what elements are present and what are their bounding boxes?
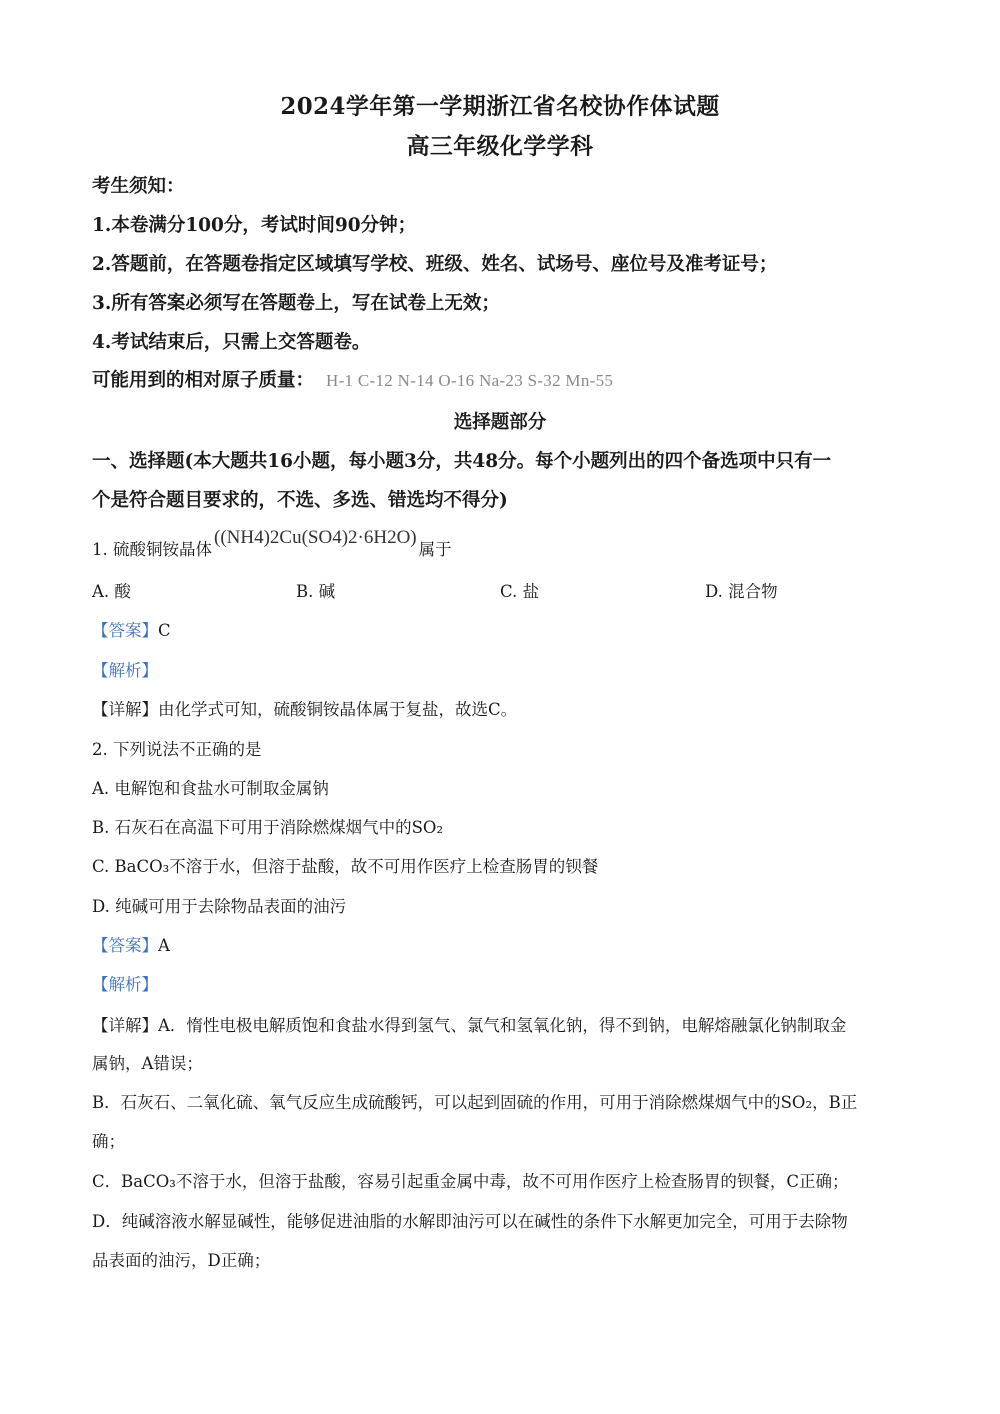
q1-detail-tag: 【详解】: [92, 700, 158, 719]
q2-detail-a-line2: 属钠，A错误；: [92, 1054, 203, 1073]
q1-option-b: B. 碱: [296, 582, 336, 601]
exam-subtitle: 高三年级化学学科: [406, 134, 594, 160]
q1-detail: [92, 696, 517, 720]
section-instructions-1: 一、选择题(本大题共16小题，每小题3分，共48分。每个小题列出的四个备选项中只有一: [92, 451, 832, 472]
q2-answer-value: A: [158, 936, 170, 955]
q1-option-a: A. 酸: [92, 582, 131, 601]
q1-option-d: D. 混合物: [705, 582, 778, 601]
q1-analysis-tag: 【解析】: [92, 661, 158, 680]
notice-item-4: 4.考试结束后，只需上交答题卷。: [92, 332, 371, 353]
q2-option-c: C. BaCO₃不溶于水，但溶于盐酸，故不可用作医疗上检查肠胃的钡餐: [92, 857, 599, 876]
q1-answer-value: C: [158, 621, 171, 640]
q2-detail-b-line2: 确；: [92, 1132, 125, 1151]
q1-stem-prefix: 1. 硫酸铜铵晶体: [92, 540, 212, 559]
q2-detail-a-text: A．惰性电极电解质饱和食盐水得到氢气、氯气和氢氧化钠，得不到钠，电解熔融氯化钠制取金: [158, 1016, 847, 1035]
atomic-mass-label: 可能用到的相对原子质量：: [92, 370, 315, 391]
q2-detail-a-line1: [92, 1012, 846, 1036]
q2-option-a: A. 电解饱和食盐水可制取金属钠: [92, 779, 329, 798]
q2-stem: 2. 下列说法不正确的是: [92, 740, 262, 759]
q2-answer: [92, 932, 170, 956]
q2-detail-c: C．BaCO₃不溶于水，但溶于盐酸，容易引起重金属中毒，故不可用作医疗上检查肠胃的钡餐，C正确；: [92, 1172, 849, 1191]
q2-detail-d-line1: D．纯碱溶液水解显碱性，能够促进油脂的水解即油污可以在碱性的条件下水解更加完全，可用于去除物: [92, 1212, 848, 1231]
notice-item-3: 3.所有答案必须写在答题卷上，写在试卷上无效；: [92, 293, 500, 314]
q1-option-c: C. 盐: [500, 582, 540, 601]
section-instructions-2: 个是符合题目要求的，不选、多选、错选均不得分): [92, 490, 508, 511]
exam-title: 2024学年第一学期浙江省名校协作体试题: [280, 94, 720, 120]
q1-formula: ((NH4)2Cu(SO4)2·6H2O): [214, 527, 417, 548]
q2-option-b: B. 石灰石在高温下可用于消除燃煤烟气中的SO₂: [92, 818, 444, 837]
notice-item-2: 2.答题前，在答题卷指定区域填写学校、班级、姓名、试场号、座位号及准考证号；: [92, 254, 778, 275]
q1-detail-text: 由化学式可知，硫酸铜铵晶体属于复盐，故选C。: [158, 700, 518, 719]
q2-option-d: D. 纯碱可用于去除物品表面的油污: [92, 897, 347, 916]
notice-heading: 考生须知：: [92, 176, 185, 197]
q2-detail-d-line2: 品表面的油污，D正确；: [92, 1251, 271, 1270]
q1-answer-tag: 【答案】: [92, 621, 158, 640]
atomic-mass-line: [92, 366, 613, 392]
q2-detail-tag: 【详解】: [92, 1016, 158, 1035]
notice-item-1: 1.本卷满分100分，考试时间90分钟；: [92, 215, 417, 236]
atomic-mass-values: H-1 C-12 N-14 O-16 Na-23 S-32 Mn-55: [326, 371, 614, 390]
q2-analysis-tag: 【解析】: [92, 975, 158, 994]
q1-stem-suffix: 属于: [418, 540, 452, 559]
section-title: 选择题部分: [453, 412, 547, 433]
q1-stem: [92, 527, 452, 561]
q1-answer: [92, 617, 171, 641]
q2-answer-tag: 【答案】: [92, 936, 158, 955]
q2-detail-b-line1: B．石灰石、二氧化硫、氧气反应生成硫酸钙，可以起到固硫的作用，可用于消除燃煤烟气中的SO₂，B正: [92, 1093, 858, 1112]
